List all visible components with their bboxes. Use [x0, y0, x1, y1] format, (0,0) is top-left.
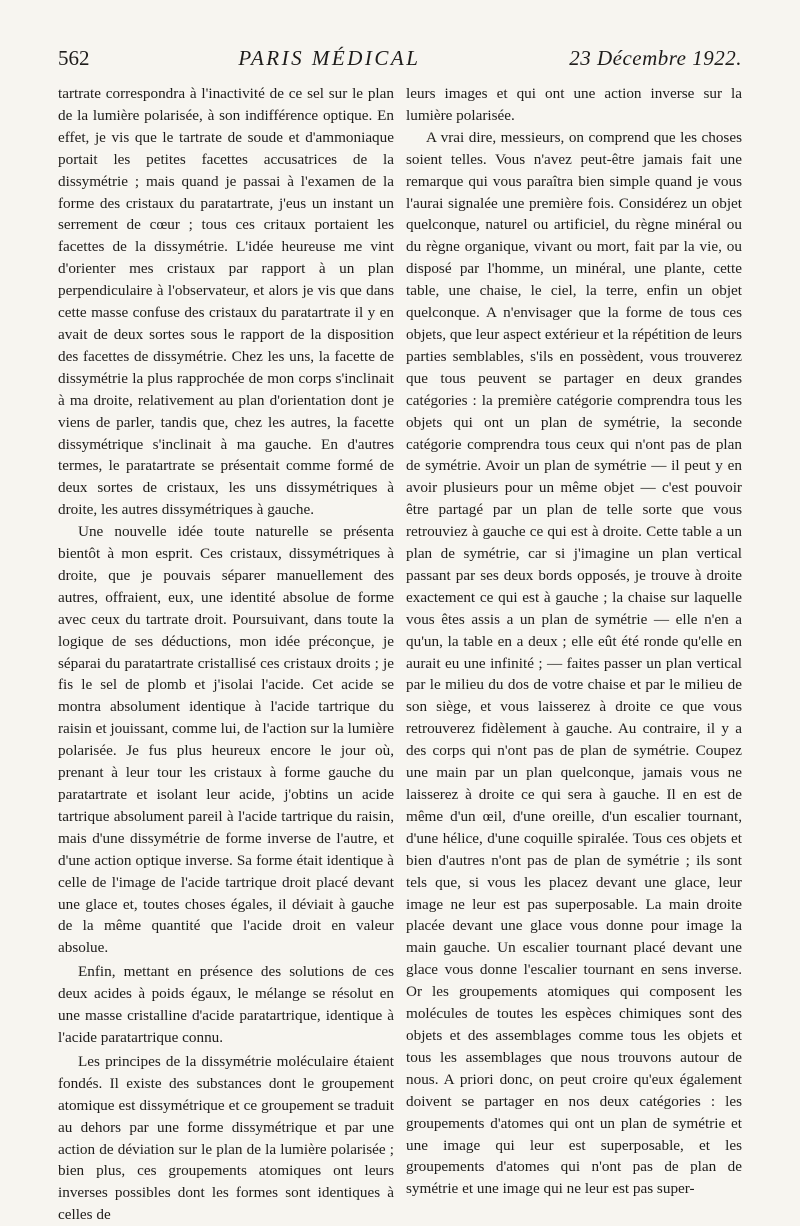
paragraph: A vrai dire, messieurs, on comprend que les choses soient telles. Vous n'avez peut-être jamais fait une remarque qui vous paraîtra bien simple quand je vous l'aurai signalée une première fois. Considérez un objet quelconque, naturel ou artificiel, du règne minéral ou du règne organique, vivant ou mort, fait par la vie, ou disposé par l'homme, un minéral, une plante, cette table, une chaise, le ciel, la terre, enfin un objet quelconque. A n'envisager que la forme de tous ces objets, que leur aspect extérieur et la répétition de leurs parties semblables, s'ils en possèdent, vous trouverez que tous peuvent se partager en deux grandes catégories : la première catégorie comprendra tous les objets qui ont un plan de symétrie, la seconde catégorie comprendra tous ceux qui n'ont pas de plan de symétrie. Avoir un plan de symétrie — il peut y en avoir plusieurs pour un même objet — c'est pouvoir être partagé par un plan de telle sorte que vous retrouviez à gauche ce qui est à droite. Cette table a un plan de symétrie, car si j'imagine un plan vertical passant par ses deux bords opposés, je trouve à droite exactement ce qui est à gauche ; la chaise sur laquelle vous êtes assis a un plan de symétrie — elle n'en a qu'un, la table en a deux ; elle eût été ronde qu'elle en aurait eu une infinité ; — faites passer un plan vertical par le milieu du dos de votre chaise et par le milieu de son siège, et vous laisserez à droite ce que vous retrouverez fidèlement à gauche. Au contraire, il y a des corps qui n'ont pas de plan de symétrie. Coupez une main par un plan quelconque, jamais vous ne laisserez à droite ce qui sera à gauche. Il en est de même d'un œil, d'une oreille, d'un escalier tournant, d'une hélice, d'une coquille spiralée. Tous ces objets et bien d'autres n'ont pas de plan de symétrie ; ils sont tels que, si vous les placez devant une glace, leur image ne leur est pas superposable. La main droite placée devant une glace vous donne pour image la main gauche. Un escalier tournant placé devant une glace vous donne l'escalier tournant en sens inverse. Or les groupements atomiques qui composent les molécules de toutes les espèces chimiques sont des objets et des assemblages comme tous les objets et tous les assemblages que nous trouvons autour de nous. A priori donc, on peut croire qu'eux également doivent se partager en nos deux catégories : les groupements d'atomes qui ont un plan de symétrie et une image qui leur est superposable, et les groupements d'atomes qui n'ont pas de plan de symétrie et une image qui ne leur est pas super- — [406, 128, 742, 1198]
left-column — [58, 83, 394, 1226]
paragraph: leurs images et qui ont une action inverse sur la lumière polarisée. — [406, 85, 742, 124]
paragraph: Une nouvelle idée toute naturelle se présenta bientôt à mon esprit. Ces cristaux, dissymétriques à droite, que je pouvais séparer manuellement des autres, offraient, eux, une identité absolue de forme avec ceux du tartrate droit. Poursuivant, dans toute la logique de ses déductions, mon idée préconçue, je séparai du paratartrate cristallisé ces cristaux droits ; je fis le sel de plomb et j'isolai l'acide. Cet acide se montra absolument identique à l'acide tartrique du raisin et jouissant, comme lui, de l'action sur la lumière polarisée. Je fus plus heureux encore le jour où, prenant à leur tour les cristaux à forme gauche du paratartrate et isolant leur acide, j'obtins un acide tartrique absolument pareil à l'acide tartrique du raisin, mais d'une dissymétrie de forme inverse de l'autre, et d'une action optique inverse. Sa forme était identique à celle de l'image de l'acide tartrique droit placé devant une glace et, toutes choses égales, il déviait à gauche de la même quantité que l'acide droit en valeur absolue. — [58, 523, 394, 957]
paragraph: Enfin, mettant en présence des solutions de ces deux acides à poids égaux, le mélange se résolut en une masse cristalline d'acide paratartrique, identique à l'acide paratartrique connu. — [58, 963, 394, 1046]
paragraph: Les principes de la dissymétrie moléculaire étaient fondés. Il existe des substances dont le groupement atomique est dissymétrique et ce groupement se traduit au dehors par une forme dissymétrique et par une action de déviation sur le plan de la lumière polarisée ; bien plus, ces groupements atomiques ont leurs inverses possibles dont les formes sont identiques à celles de — [58, 1052, 394, 1224]
page-header — [58, 46, 742, 76]
paragraph: tartrate correspondra à l'inactivité de ce sel sur le plan de la lumière polarisée, à son indifférence optique. En effet, je vis que le tartrate de soude et d'ammoniaque portait les petites facettes accusatrices de la dissymétrie ; mais quand je passai à l'examen de la forme des cristaux du paratartrate, j'eus un instant un serrement de cœur ; tous ces critaux portaient les facettes de la dissymétrie. L'idée heureuse me vint d'orienter mes cristaux par rapport à un plan perpendiculaire à l'observateur, et alors je vis que dans cette masse confuse des cristaux du paratartrate il y en avait de deux sortes sous le rapport de la disposition des facettes de dissymétrie. Chez les uns, la facette de dissymétrie la plus rapprochée de mon corps s'inclinait à ma droite, relativement au plan d'orientation dont je viens de parler, tandis que, chez les autres, la facette dissymétrique s'inclinait à ma gauche. En d'autres termes, le paratartrate se présentait comme formé de deux sortes de cristaux, les uns dissymétriques à droite, les autres dissymétriques à gauche. — [58, 85, 394, 519]
right-column — [406, 83, 742, 1200]
page-number: 562 — [58, 46, 90, 70]
issue-date: 23 Décembre 1922. — [569, 46, 742, 70]
journal-title: PARIS MÉDICAL — [238, 46, 421, 70]
